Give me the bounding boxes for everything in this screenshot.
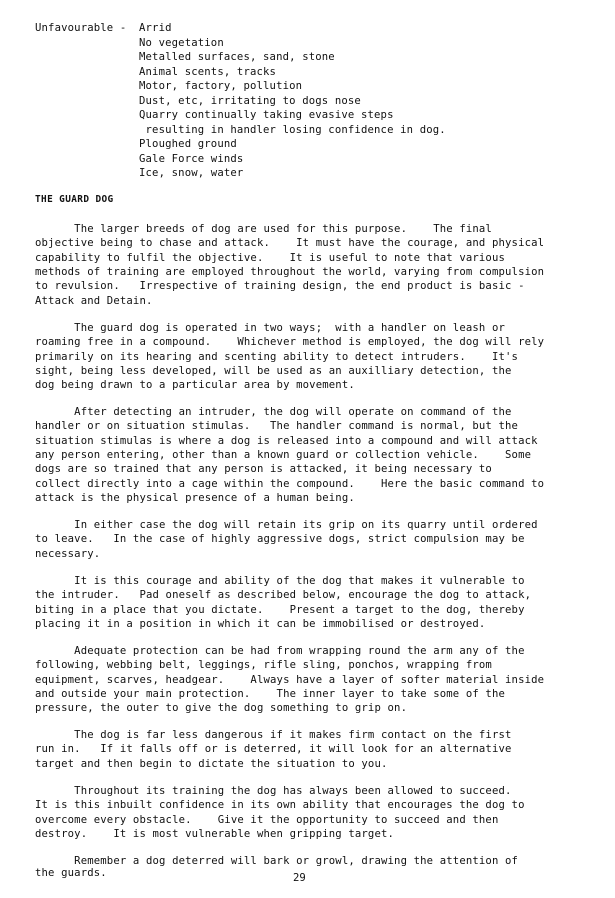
paragraph-line: situation stimulas is where a dog is released into a compound and will attack <box>35 434 538 447</box>
section-heading: THE GUARD DOG <box>35 194 114 205</box>
paragraph-line: handler or on situation stimulas. The handler command is normal, but the <box>35 420 519 433</box>
page-number: 29 <box>293 872 306 884</box>
paragraph-line: equipment, scarves, headgear. Always have a layer of softer material inside <box>35 673 545 686</box>
paragraph-line: attack is the physical presence of a human being. <box>35 491 355 504</box>
paragraph-line: placing it in a position in which it can be immobilised or destroyed. <box>35 617 486 630</box>
paragraph-line: methods of training are employed throughout the world, varying from compulsion <box>35 265 545 278</box>
unfavourable-item: Arrid <box>139 22 172 34</box>
paragraph-line: Adequate protection can be had from wrapping round the arm any of the <box>35 645 525 657</box>
unfavourable-item: resulting in handler losing confidence in dog. <box>139 123 446 136</box>
paragraph-line: the intruder. Pad oneself as described below, encourage the dog to attack, <box>35 589 532 602</box>
unfavourable-item: Ice, snow, water <box>139 167 244 179</box>
paragraph-line: It is this courage and ability of the dog that makes it vulnerable to <box>35 575 525 587</box>
unfavourable-item: Motor, factory, pollution <box>139 80 303 92</box>
paragraph-line: The dog is far less dangerous if it makes firm contact on the first <box>35 729 512 741</box>
paragraph-line: pressure, the outer to give the dog something to grip on. <box>35 702 408 715</box>
paragraph-line: biting in a place that you dictate. Present a target to the dog, thereby <box>35 603 525 616</box>
paragraph-line: the guards. <box>35 867 107 879</box>
unfavourable-item: No vegetation <box>139 36 224 49</box>
unfavourable-item: Dust, etc, irritating to dogs nose <box>139 94 361 107</box>
paragraph-line: to revulsion. Irrespective of training design, the end product is basic - <box>35 280 525 293</box>
paragraph-line: After detecting an intruder, the dog will operate on command of the <box>35 406 512 418</box>
paragraph-line: The larger breeds of dog are used for this purpose. The final <box>35 223 492 235</box>
unfavourable-item: Quarry continually taking evasive steps <box>139 109 394 121</box>
paragraph-line: sight, being less developed, will be used as an auxilliary detection, the <box>35 364 512 377</box>
paragraph-line: dog being drawn to a particular area by movement. <box>35 379 355 392</box>
unfavourable-item: Animal scents, tracks <box>139 65 277 78</box>
paragraph-line: In either case the dog will retain its grip on its quarry until ordered <box>35 519 538 531</box>
paragraph-line: following, webbing belt, leggings, rifle sling, ponchos, wrapping from <box>35 659 492 672</box>
paragraph-line: destroy. It is most vulnerable when gripping target. <box>35 827 395 840</box>
paragraph-line: dogs are so trained that any person is attacked, it being necessary to <box>35 463 492 476</box>
paragraph-line: objective being to chase and attack. It must have the courage, and physical <box>35 237 545 250</box>
paragraph-line: Remember a dog deterred will bark or growl, drawing the attention of <box>35 855 519 867</box>
paragraph-line: to leave. In the case of highly aggressive dogs, strict compulsion may be <box>35 533 525 546</box>
paragraph-line: overcome every obstacle. Give it the opportunity to succeed and then <box>35 813 499 826</box>
unfavourable-item: Gale Force winds <box>139 152 244 165</box>
paragraph-line: necessary. <box>35 547 101 560</box>
paragraph-line: any person entering, other than a known guard or collection vehicle. Some <box>35 448 532 461</box>
paragraph-line: and outside your main protection. The inner layer to take some of the <box>35 687 506 700</box>
paragraph-line: collect directly into a cage within the compound. Here the basic command to <box>35 477 545 490</box>
paragraph-line: run in. If it falls off or is deterred, it will look for an alternative <box>35 743 512 756</box>
paragraph-line: capability to fulfil the objective. It is useful to note that various <box>35 251 506 264</box>
unfavourable-item: Ploughed ground <box>139 138 237 150</box>
unfavourable-item: Metalled surfaces, sand, stone <box>139 51 335 63</box>
paragraph-line: It is this inbuilt confidence in its own ability that encourages the dog to <box>35 799 525 812</box>
paragraph-line: target and then begin to dictate the situation to you. <box>35 757 388 770</box>
paragraph-line: Throughout its training the dog has always been allowed to succeed. <box>35 785 512 797</box>
paragraph-line: roaming free in a compound. Whichever method is employed, the dog will rely <box>35 336 545 349</box>
unfavourable-label: Unfavourable - <box>35 22 133 34</box>
paragraph-line: The guard dog is operated in two ways; with a handler on leash or <box>35 322 506 334</box>
paragraph-line: Attack and Detain. <box>35 294 153 307</box>
paragraph-line: primarily on its hearing and scenting ability to detect intruders. It's <box>35 350 519 363</box>
